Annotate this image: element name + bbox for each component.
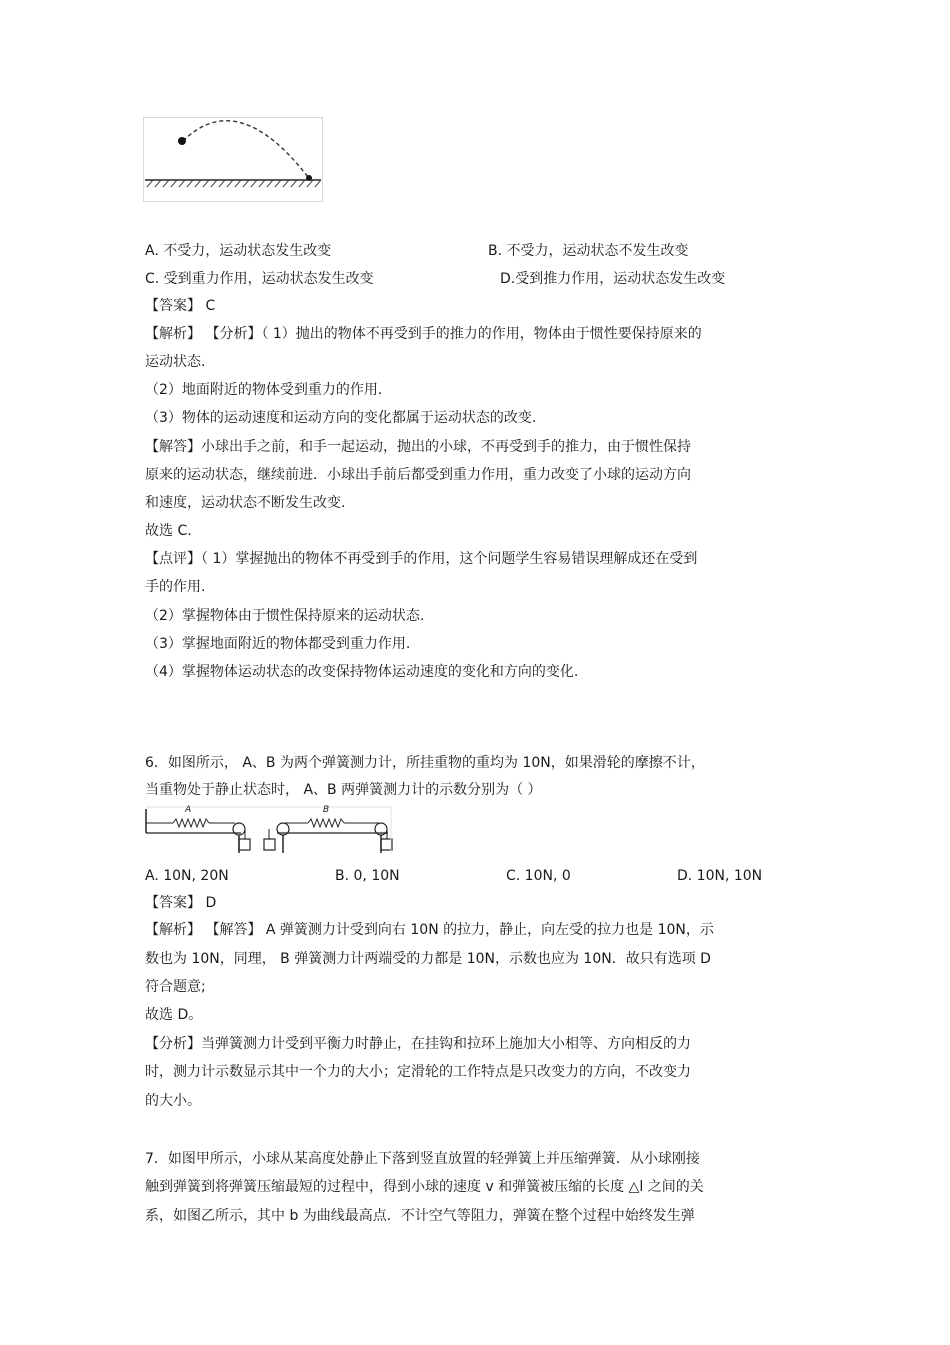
q6-option-a: A. 10N, 20N: [145, 868, 229, 884]
q6-option-d: D. 10N, 10N: [677, 868, 763, 884]
q5-option-d: D.受到推力作用，运动状态发生改变: [500, 271, 726, 287]
q5-analysis-line: 手的作用.: [145, 579, 206, 595]
q5-analysis-line: 【解析】 【分析】（ 1）抛出的物体不再受到手的推力的作用，物体由于惯性要保持原来的: [145, 326, 702, 342]
spring-b-label: B: [323, 805, 330, 815]
q6-analysis-line: 时，测力计示数显示其中一个力的大小；定滑轮的工作特点是只改变力的方向，不改变力: [145, 1064, 691, 1080]
q5-option-c: C. 受到重力作用，运动状态发生改变: [145, 271, 374, 287]
q5-analysis-line: 【解答】小球出手之前，和手一起运动，抛出的小球，不再受到手的推力，由于惯性保持: [145, 439, 691, 455]
q6-option-c: C. 10N, 0: [506, 868, 571, 884]
spring-a-label: A: [185, 805, 192, 815]
q5-analysis-line: （3）物体的运动速度和运动方向的变化都属于运动状态的改变.: [145, 410, 537, 426]
q6-option-b: B. 0, 10N: [335, 868, 400, 884]
trajectory-figure: [143, 117, 323, 202]
q5-analysis-line: （3）掌握地面附近的物体都受到重力作用.: [145, 636, 411, 652]
q5-analysis-line: 运动状态.: [145, 354, 206, 370]
q5-analysis-line: 和速度，运动状态不断发生改变.: [145, 495, 346, 511]
q6-analysis-line: 【分析】当弹簧测力计受到平衡力时静止，在挂钩和拉环上施加大小相等、方向相反的力: [145, 1036, 691, 1052]
q6-analysis-line: 【解析】 【解答】 A 弹簧测力计受到向右 10N 的拉力，静止，向左受的拉力也是 10N，示: [145, 922, 714, 938]
q5-analysis-line: （4）掌握物体运动状态的改变保持物体运动速度的变化和方向的变化.: [145, 664, 579, 680]
q6-analysis-line: 符合题意;: [145, 979, 206, 995]
q6-stem-line: 当重物处于静止状态时， A、B 两弹簧测力计的示数分别为（ ）: [145, 782, 542, 798]
q6-analysis-line: 故选 D。: [145, 1007, 203, 1023]
q5-analysis-line: 【点评】（ 1）掌握抛出的物体不再受到手的作用，这个问题学生容易错误理解成还在受到: [145, 551, 698, 567]
spring-scale-figure: [143, 805, 393, 857]
q7-stem-line: 系，如图乙所示，其中 b 为曲线最高点．不计空气等阻力，弹簧在整个过程中始终发生弹: [145, 1208, 695, 1224]
q5-analysis-line: （2）掌握物体由于惯性保持原来的运动状态.: [145, 608, 425, 624]
q5-answer: 【答案】 C: [145, 298, 216, 314]
q6-answer: 【答案】 D: [145, 895, 217, 911]
q5-analysis-line: （2）地面附近的物体受到重力的作用.: [145, 382, 383, 398]
q7-stem-line: 触到弹簧到将弹簧压缩最短的过程中，得到小球的速度 v 和弹簧被压缩的长度 △l 之间的关: [145, 1179, 704, 1195]
q7-stem-line: 7．如图甲所示，小球从某高度处静止下落到竖直放置的轻弹簧上并压缩弹簧．从小球刚接: [145, 1151, 700, 1167]
q5-option-a: A. 不受力，运动状态发生改变: [145, 243, 332, 259]
q6-analysis-line: 数也为 10N，同理， B 弹簧测力计两端受的力都是 10N，示数也应为 10N．故只有选项 D: [145, 951, 711, 967]
q6-stem-line: 6．如图所示， A、B 为两个弹簧测力计，所挂重物的重均为 10N，如果滑轮的摩擦不计，: [145, 755, 705, 771]
q6-analysis-line: 的大小。: [145, 1093, 201, 1109]
q5-analysis-line: 故选 C.: [145, 523, 192, 539]
q5-option-b: B. 不受力，运动状态不发生改变: [488, 243, 689, 259]
q5-analysis-line: 原来的运动状态，继续前进．小球出手前后都受到重力作用，重力改变了小球的运动方向: [145, 467, 691, 483]
